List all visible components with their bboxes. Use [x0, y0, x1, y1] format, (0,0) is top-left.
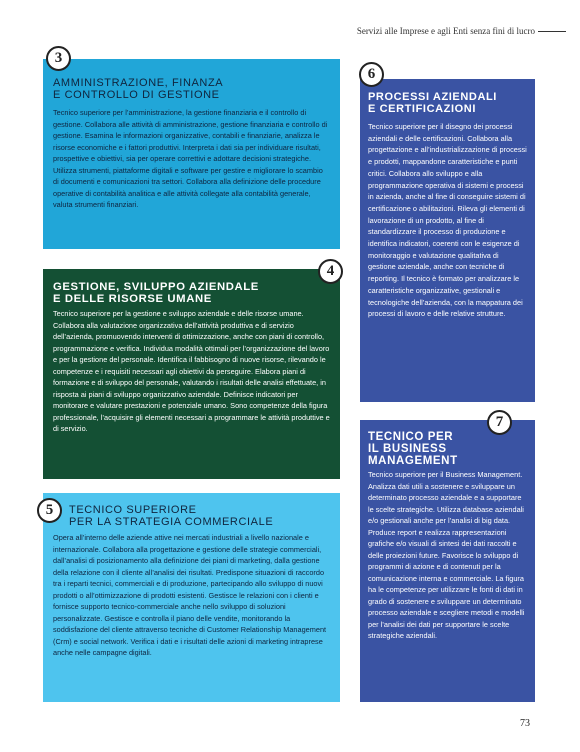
header-rule: [538, 31, 566, 32]
card-business-management-hr: [43, 269, 340, 479]
card-title-line: E DELLE RISORSE UMANE: [53, 293, 212, 305]
card-title-line: AMMINISTRAZIONE, FINANZA: [53, 77, 224, 89]
page-number: 73: [520, 718, 530, 729]
card-administration-finance: [43, 59, 340, 249]
number-badge: 4: [318, 259, 343, 284]
number-badge: 7: [487, 410, 512, 435]
card-title: [368, 91, 527, 115]
card-body: Tecnico superiore per il Business Management. Analizza dati utili a sostenere e sviluppare un determinato processo aziendale e a supportare le scelte strategiche. Utilizza database aziendali e/o gestionali anche per l’analisi di big data. Produce report e realizza rappresentazioni grafiche e/o visuali di sintesi dei dati raccolti e delle proiezioni future. Favorisce lo sviluppo di programmi di azione e di contenuti per la comunicazione interna e commerciale. La figura ha le competenze per utilizzare le fonti di dati in grado di sostenere e sviluppare un determinato processo aziendale e scegliere metodi e modelli per l’analisi dei dati per supportare le scelte strategiche aziendali.: [368, 470, 525, 640]
card-title: [368, 431, 527, 467]
number-badge: 3: [46, 46, 71, 71]
card-business-management-tech: [360, 420, 535, 702]
header-text: Servizi alle Imprese e agli Enti senza fini di lucro: [356, 26, 535, 36]
number-badge: 5: [37, 498, 62, 523]
card-title-line: GESTIONE, SVILUPPO AZIENDALE: [53, 281, 259, 293]
card-title-line: TECNICO SUPERIORE: [69, 504, 197, 516]
card-body: Opera all’interno delle aziende attive nei mercati industriali a livello nazionale e internazionale. Collabora alla progettazione e gestione delle strategie commerciali, dall’analisi di posizionamento alla definizione dei piani di marketing, dalla gestione della relazione con il cliente all’analisi dei risultati. Predispone situazioni di raccordo tra i reparti tecnici, commerciali e di produzione, partecipando allo sviluppo di nuovi prodotti o all’ottimizzazione di prodotti esistenti. Gestisce le relazioni con i clienti e fornisce supporto tecnico-commerciale anche nello sviluppo di soluzioni personalizzate. Gestisce e controlla il piano delle vendite, monitorando la soddisfazione del cliente attraverso tecniche di Customer Relationship Management (Crm) e social network. Verifica i dati e i risultati delle azioni di marketing intraprese anche nelle campagne digitali.: [53, 533, 327, 657]
card-title-line: PROCESSI AZIENDALI: [368, 91, 497, 103]
number-badge: 6: [359, 62, 384, 87]
card-title-line: TECNICO PER: [368, 431, 454, 443]
card-body: Tecnico superiore per la gestione e sviluppo aziendale e delle risorse umane. Collabora alla valutazione organizzativa dell’attività produttiva e di servizio dell’azienda, promuovendo interventi di ottimizzazione, anche con piani di controllo, programmazione e verifica. Individua modalità ottimali per l’organizzazione del lavoro e per la gestione del personale. Identifica il fabbisogno di nuove risorse, rilevando le competenze e i requisiti necessari agli obiettivi da perseguire. Elabora piani di formazione e di sviluppo del personale, valutando i risultati delle analisi effettuate, in risposta ai piani di sviluppo organizzativo aziendale. Definisce indicatori per monitorare e valutare prestazioni e potenziale umano. Sono competenze della figura professionale, l’acquisire gli elementi necessari a programmare le attività produttive e di servizio.: [53, 309, 330, 433]
card-title-line: IL BUSINESS: [368, 443, 447, 455]
card-title-line: MANAGEMENT: [368, 455, 458, 467]
card-business-processes: [360, 79, 535, 402]
card-title: [53, 281, 330, 305]
card-title-line: PER LA STRATEGIA COMMERCIALE: [69, 516, 274, 528]
card-title: [53, 77, 330, 101]
card-body: Tecnico superiore per il disegno dei processi aziendali e delle certificazioni. Collabora alla progettazione e all’industrializzazione di processi e prodotti, mappandone caratteristiche e punti critici. Collabora allo sviluppo e alla programmazione operativa di sistemi e processi in azienda, anche al fine di conseguire sistemi di certificazione o abilitazioni. Rileva gli elementi di lavorazione di un prodotto, al fine di standardizzare il processo di produzione e identifica indicatori, coerenti con le esigenze di monitoraggio e valutazione qualitativa di gestione aziendale, anche con tecniche di reporting. Il tecnico è formato per analizzare le caratteristiche organizzative, gestionali e tecnologiche dell’azienda, con la mappatura dei processi di lavoro e delle relative strutture.: [368, 122, 527, 319]
page-header: [357, 26, 566, 36]
card-commercial-strategy: [43, 493, 340, 702]
card-body: Tecnico superiore per l’amministrazione, la gestione finanziaria e il controllo di gestione. Collabora alle attività di amministrazione, gestione finanziaria e controllo di gestione. Esamina le informazioni organizzative, contabili e finanziarie, analizza le risorse economiche e i fattori produttivi. Interpreta i dati sia per individuare risultati, prospettive e obiettivi, sia per operare correttivi e adottare decisioni strategiche. Utilizza strumenti, piattaforme digitali e software per gestire e migliorare lo scambio di documenti e comunicazioni tra settori. Collabora alla definizione delle procedure operative di contabilità analitica e alle attività collegate alla contabilità generale, valuta strumenti finanziari.: [53, 108, 328, 209]
card-title: [53, 504, 330, 528]
card-title-line: E CONTROLLO DI GESTIONE: [53, 89, 220, 101]
card-title-line: E CERTIFICAZIONI: [368, 103, 476, 115]
